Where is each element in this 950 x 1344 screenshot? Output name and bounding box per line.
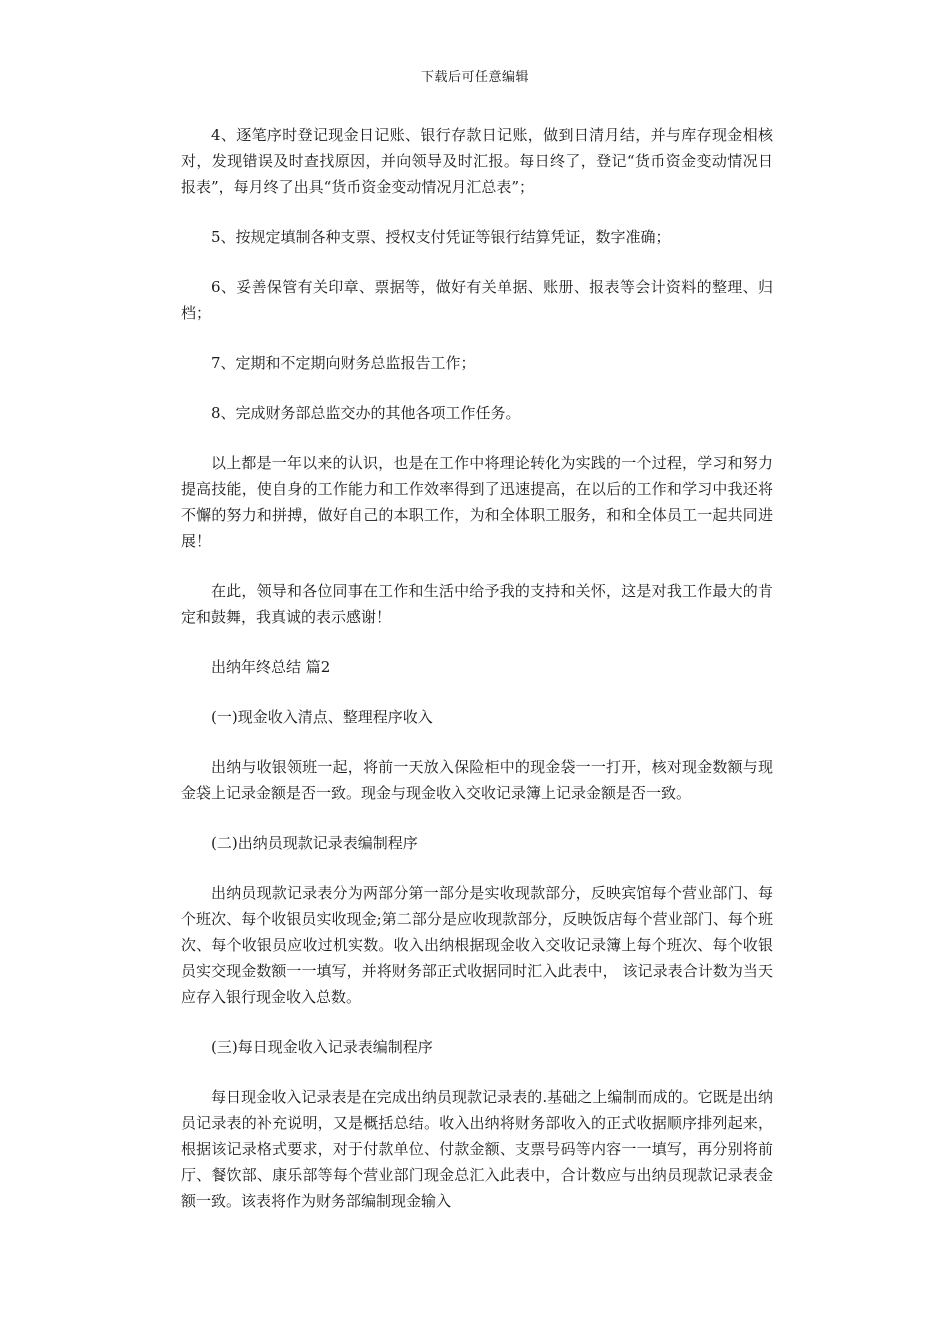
paragraph: 出纳与收银领班一起，将前一天放入保险柜中的现金袋一一打开，核对现金数额与现金袋上记录金额是否一致。现金与现金收入交收记录簿上记录金额是否一致。 [181,758,773,802]
paragraph: 5、按规定填制各种支票、授权支付凭证等银行结算凭证，数字准确； [211,228,671,246]
subsection-heading: (一)现金收入清点、整理程序收入 [211,708,433,726]
page-header: 下载后可任意编辑 [420,70,529,85]
paragraph: 以上都是一年以来的认识，也是在工作中将理论转化为实践的一个过程，学习和努力提高技能，使自身的工作能力和工作效率得到了迅速提高，在以后的工作和学习中我还将不懈的努力和拼搏，做好自己的本职工作，为和全体职工服务，和和全体员工一起共同进展！ [181,454,773,550]
section-heading: 出纳年终总结 篇2 [211,658,331,676]
paragraph: 在此，领导和各位同事在工作和生活中给予我的支持和关怀，这是对我工作最大的肯定和鼓舞，我真诚的表示感谢！ [181,582,773,626]
paragraph: 7、定期和不定期向财务总监报告工作； [211,354,476,372]
paragraph: 6、妥善保管有关印章、票据等，做好有关单据、账册、报表等会计资料的整理、归档； [181,278,773,322]
paragraph: 4、逐笔序时登记现金日记账、银行存款日记账，做到日清月结，并与库存现金相核对，发现错误及时查找原因，并向领导及时汇报。每日终了，登记“货币资金变动情况日报表”，每月终了出具“货币资金变动情况月汇总表”； [181,126,773,196]
document-body [181,122,773,1238]
subsection-heading: (二)出纳员现款记录表编制程序 [211,834,418,852]
paragraph: 8、完成财务部总监交办的其他各项工作任务。 [211,404,521,422]
paragraph: 出纳员现款记录表分为两部分第一部分是实收现款部分，反映宾馆每个营业部门、每个班次、每个收银员实收现金;第二部分是应收现款部分，反映饭店每个营业部门、每个班次、每个收银员应收过机实数。收入出纳根据现金收入交收记录簿上每个班次、每个收银员实交现金数额一一填写，并将财务部正式收据同时汇入此表中， 该记录表合计数为当天应存入银行现金收入总数。 [181,884,773,1006]
paragraph: 每日现金收入记录表是在完成出纳员现款记录表的.基础之上编制而成的。它既是出纳员记录表的补充说明，又是概括总结。收入出纳将财务部收入的正式收据顺序排列起来，根据该记录格式要求，对于付款单位、付款金额、支票号码等内容一一填写，再分别将前厅、餐饮部、康乐部等每个营业部门现金总汇入此表中，合计数应与出纳员现款记录表金额一致。该表将作为财务部编制现金输入 [181,1088,773,1210]
subsection-heading: (三)每日现金收入记录表编制程序 [211,1038,433,1056]
